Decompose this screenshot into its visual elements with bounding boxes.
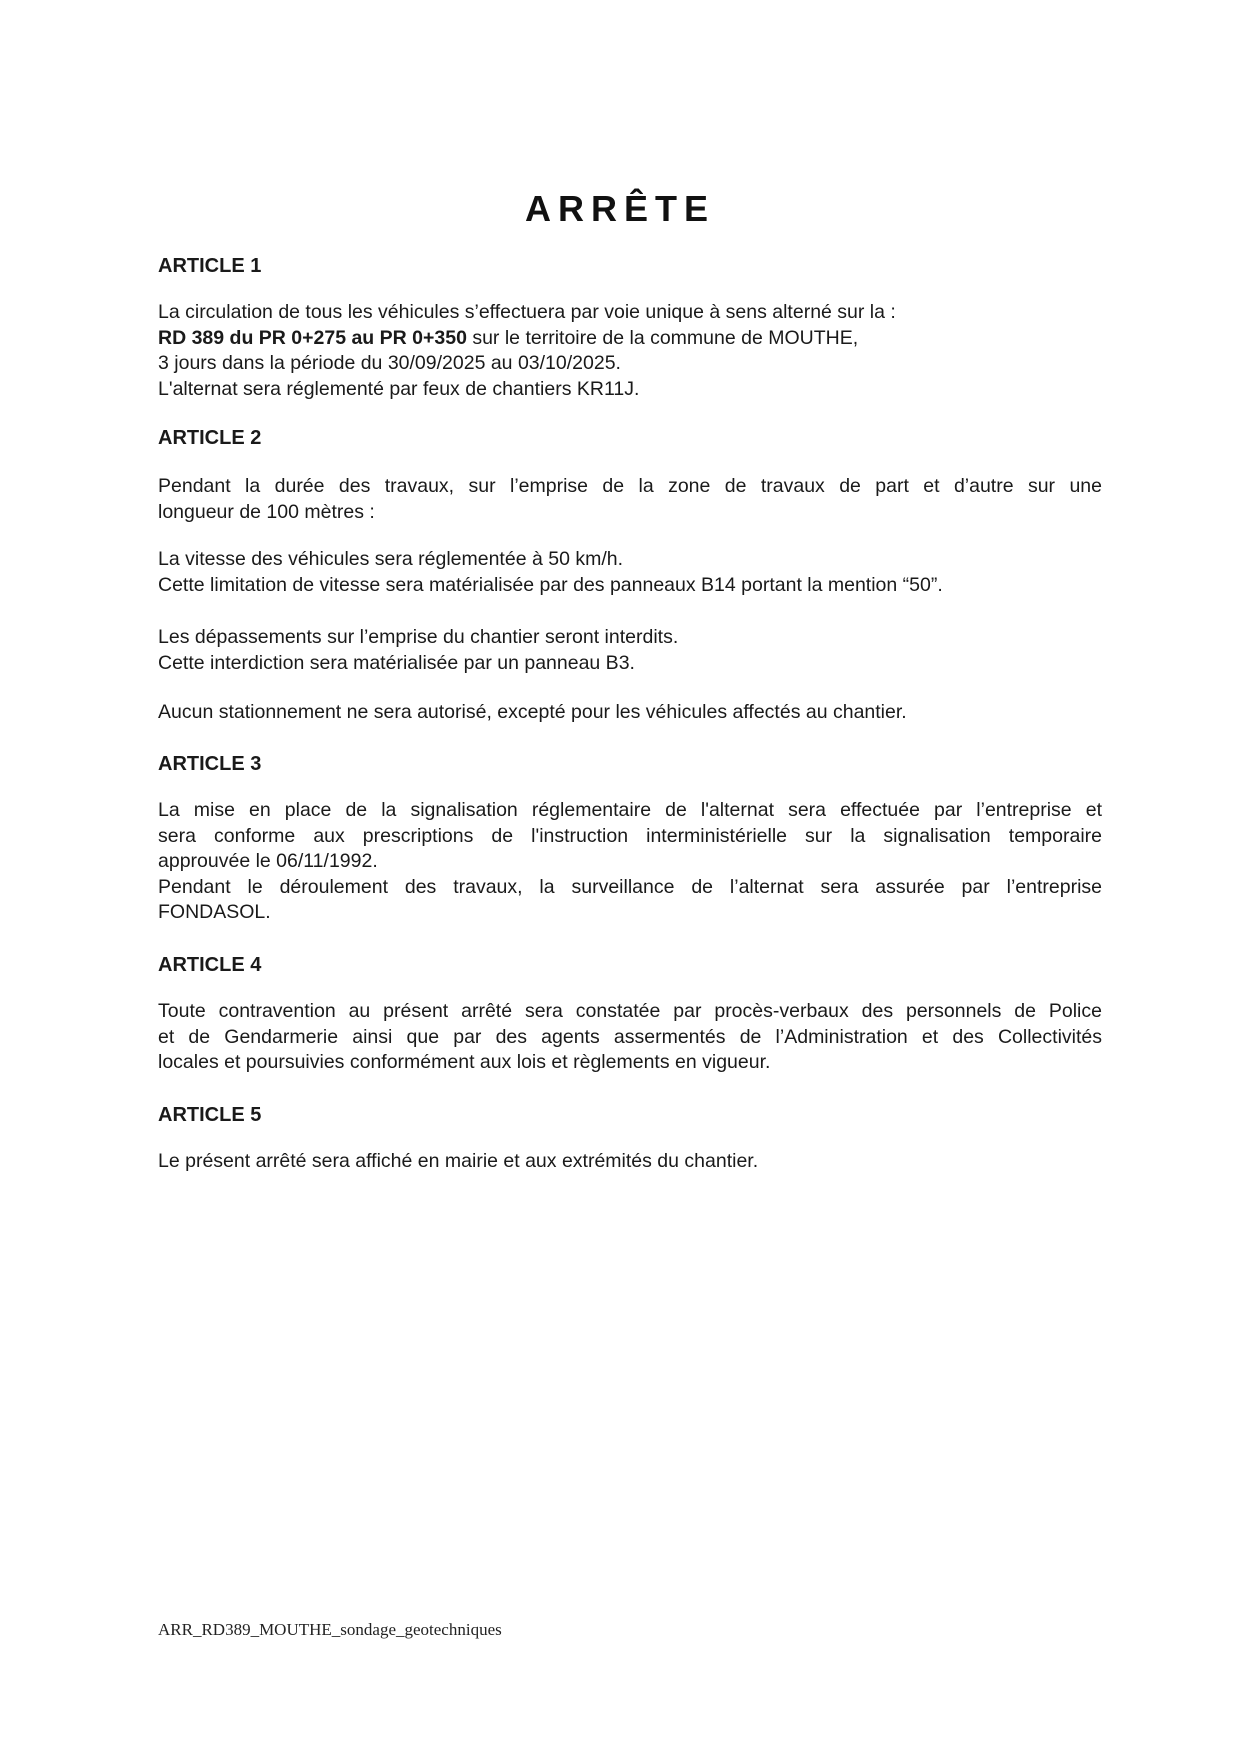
text-line: Le présent arrêté sera affiché en mairie et aux extrémités du chantier. — [158, 1150, 759, 1172]
text-line: Toute contravention au présent arrêté sera constatée par procès-verbaux des personnels de Police — [158, 1000, 1102, 1022]
text-line: Pendant le déroulement des travaux, la surveillance de l’alternat sera assurée par l’entreprise — [158, 875, 1102, 898]
text-line: Pendant la durée des travaux, sur l’emprise de la zone de travaux de part et d’autre sur une — [158, 475, 1102, 497]
article-2-para-1 — [158, 474, 1102, 525]
text-line: locales et poursuivies conformément aux lois et règlements en vigueur. — [158, 1051, 771, 1074]
text-line: Cette interdiction sera matérialisée par un panneau B3. — [158, 651, 635, 674]
article-5-heading: ARTICLE 5 — [158, 1104, 262, 1126]
article-2-para-4 — [158, 700, 1102, 726]
text-fragment: sur le territoire de la commune de MOUTHE, — [466, 326, 859, 349]
article-2-heading: ARTICLE 2 — [158, 427, 262, 449]
article-2-para-2 — [158, 547, 1102, 598]
text-line: approuvée le 06/11/1992. — [158, 850, 378, 873]
text-line: L'alternat sera réglementé par feux de chantiers KR11J. — [158, 377, 640, 400]
document-title: ARRÊTE — [524, 188, 715, 229]
text-line: La vitesse des véhicules sera réglementée à 50 km/h. — [158, 548, 624, 570]
text-line: Les dépassements sur l’emprise du chantier seront interdits. — [158, 626, 679, 648]
text-line: Cette limitation de vitesse sera matérialisée par des panneaux B14 portant la mention “50”. — [158, 573, 943, 596]
article-4-heading: ARTICLE 4 — [158, 954, 262, 976]
text-line: FONDASOL. — [158, 901, 271, 924]
article-4-body — [158, 999, 1102, 1076]
text-line: 3 jours dans la période du 30/09/2025 au 03/10/2025. — [158, 352, 621, 375]
text-line: longueur de 100 mètres : — [158, 500, 375, 523]
article-5-body — [158, 1149, 1102, 1175]
footer-filename: ARR_RD389_MOUTHE_sondage_geotechniques — [158, 1620, 502, 1639]
text-line — [158, 326, 1102, 352]
article-1-body — [158, 300, 1102, 402]
road-section: RD 389 du PR 0+275 au PR 0+350 — [158, 326, 467, 349]
text-line: sera conforme aux prescriptions de l'instruction interministérielle sur la signalisation temporaire — [158, 824, 1102, 847]
text-line: et de Gendarmerie ainsi que par des agents assermentés de l’Administration et des Collectivités — [158, 1025, 1102, 1048]
text-line: La mise en place de la signalisation réglementaire de l'alternat sera effectuée par l’entreprise et — [158, 799, 1102, 821]
article-2-para-3 — [158, 625, 1102, 676]
article-3-body — [158, 798, 1102, 926]
article-3-heading: ARTICLE 3 — [158, 753, 262, 775]
text-line: La circulation de tous les véhicules s’effectuera par voie unique à sens alterné sur la : — [158, 301, 896, 323]
text-line: Aucun stationnement ne sera autorisé, excepté pour les véhicules affectés au chantier. — [158, 701, 907, 723]
article-1-heading: ARTICLE 1 — [158, 255, 262, 277]
